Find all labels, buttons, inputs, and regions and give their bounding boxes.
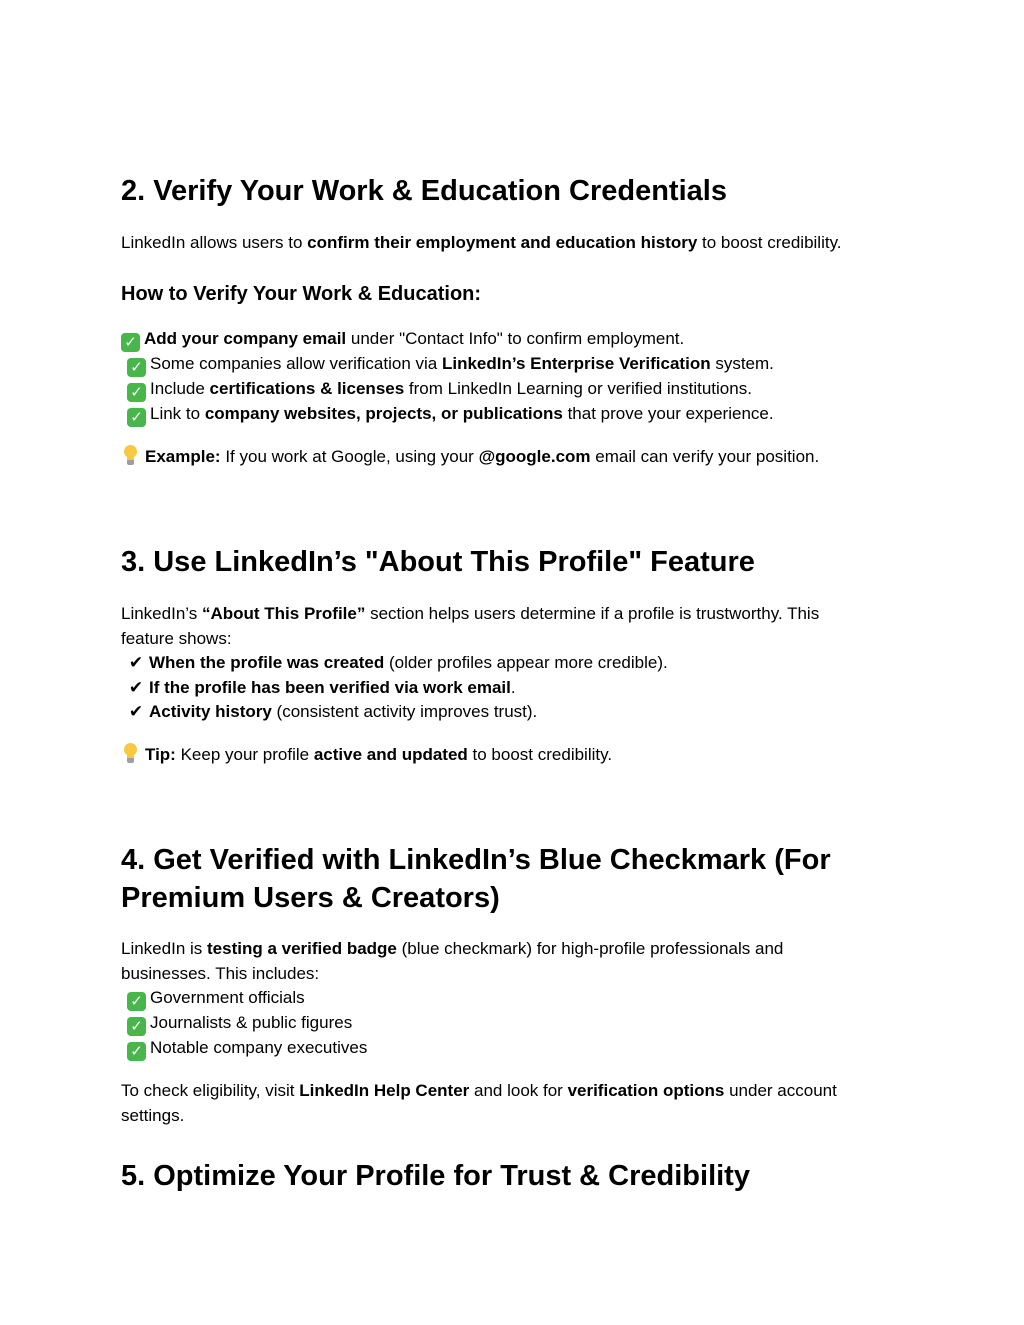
section-3-intro: LinkedIn’s “About This Profile” section helps users determine if a profile is trustworthy. This feature shows: ✔ When the profile was created (older profiles appear more credible). ✔ If the profile has been verified via work email. ✔ Activity history (consistent activity improves trust).: [121, 602, 911, 725]
section-2-intro: LinkedIn allows users to confirm their employment and education history to boost credibility.: [121, 233, 842, 252]
section-2-list: [121, 327, 911, 427]
list-item: ✓ Include certifications & licenses from LinkedIn Learning or verified institutions.: [121, 377, 911, 402]
help-center-reference: LinkedIn Help Center: [299, 1081, 470, 1100]
section-2-example: Example: If you work at Google, using your @google.com email can verify your position.: [121, 445, 911, 470]
section-2-subheading: How to Verify Your Work & Education:: [121, 283, 482, 305]
check-mark-icon: ✔: [128, 702, 144, 722]
list-item: ✓ Add your company email under "Contact Info" to confirm employment.: [121, 327, 911, 352]
section-3-heading: 3. Use LinkedIn’s "About This Profile" Feature: [121, 546, 755, 578]
list-item: ✔ Activity history (consistent activity improves trust).: [121, 700, 911, 725]
list-item: ✔ If the profile has been verified via work email.: [121, 676, 911, 701]
list-item: ✓ Link to company websites, projects, or publications that prove your experience.: [121, 402, 911, 427]
list-item: ✓ Some companies allow verification via LinkedIn’s Enterprise Verification system.: [121, 352, 911, 377]
green-check-icon: ✓: [127, 1042, 146, 1061]
green-check-icon: ✓: [127, 408, 146, 427]
green-check-icon: ✓: [127, 358, 146, 377]
lightbulb-icon: [121, 743, 139, 763]
list-item: ✔ When the profile was created (older profiles appear more credible).: [121, 651, 911, 676]
lightbulb-icon: [121, 445, 139, 465]
section-4-outro: To check eligibility, visit LinkedIn Help Center and look for verification options under account settings.: [121, 1081, 837, 1125]
green-check-icon: ✓: [127, 992, 146, 1011]
list-item: ✓ Journalists & public figures: [121, 1011, 911, 1036]
list-item: ✓ Notable company executives: [121, 1036, 911, 1061]
section-3-tip: Tip: Keep your profile active and updated to boost credibility.: [121, 743, 911, 768]
section-5-heading: 5. Optimize Your Profile for Trust & Credibility: [121, 1160, 750, 1192]
section-2-heading: 2. Verify Your Work & Education Credentials: [121, 175, 727, 207]
green-check-icon: ✓: [127, 383, 146, 402]
section-4-intro: LinkedIn is testing a verified badge (blue checkmark) for high-profile professionals and businesses. This includes: ✓ Government officials ✓ Journalists & public figures ✓ Notable company executives: [121, 937, 911, 1061]
check-mark-icon: ✔: [128, 677, 144, 698]
section-4-heading: 4. Get Verified with LinkedIn’s Blue Checkmark (For Premium Users & Creators): [121, 844, 831, 914]
green-check-icon: ✓: [121, 333, 140, 352]
list-item: ✓ Government officials: [121, 986, 911, 1011]
green-check-icon: ✓: [127, 1017, 146, 1036]
check-mark-icon: ✔: [128, 653, 144, 673]
